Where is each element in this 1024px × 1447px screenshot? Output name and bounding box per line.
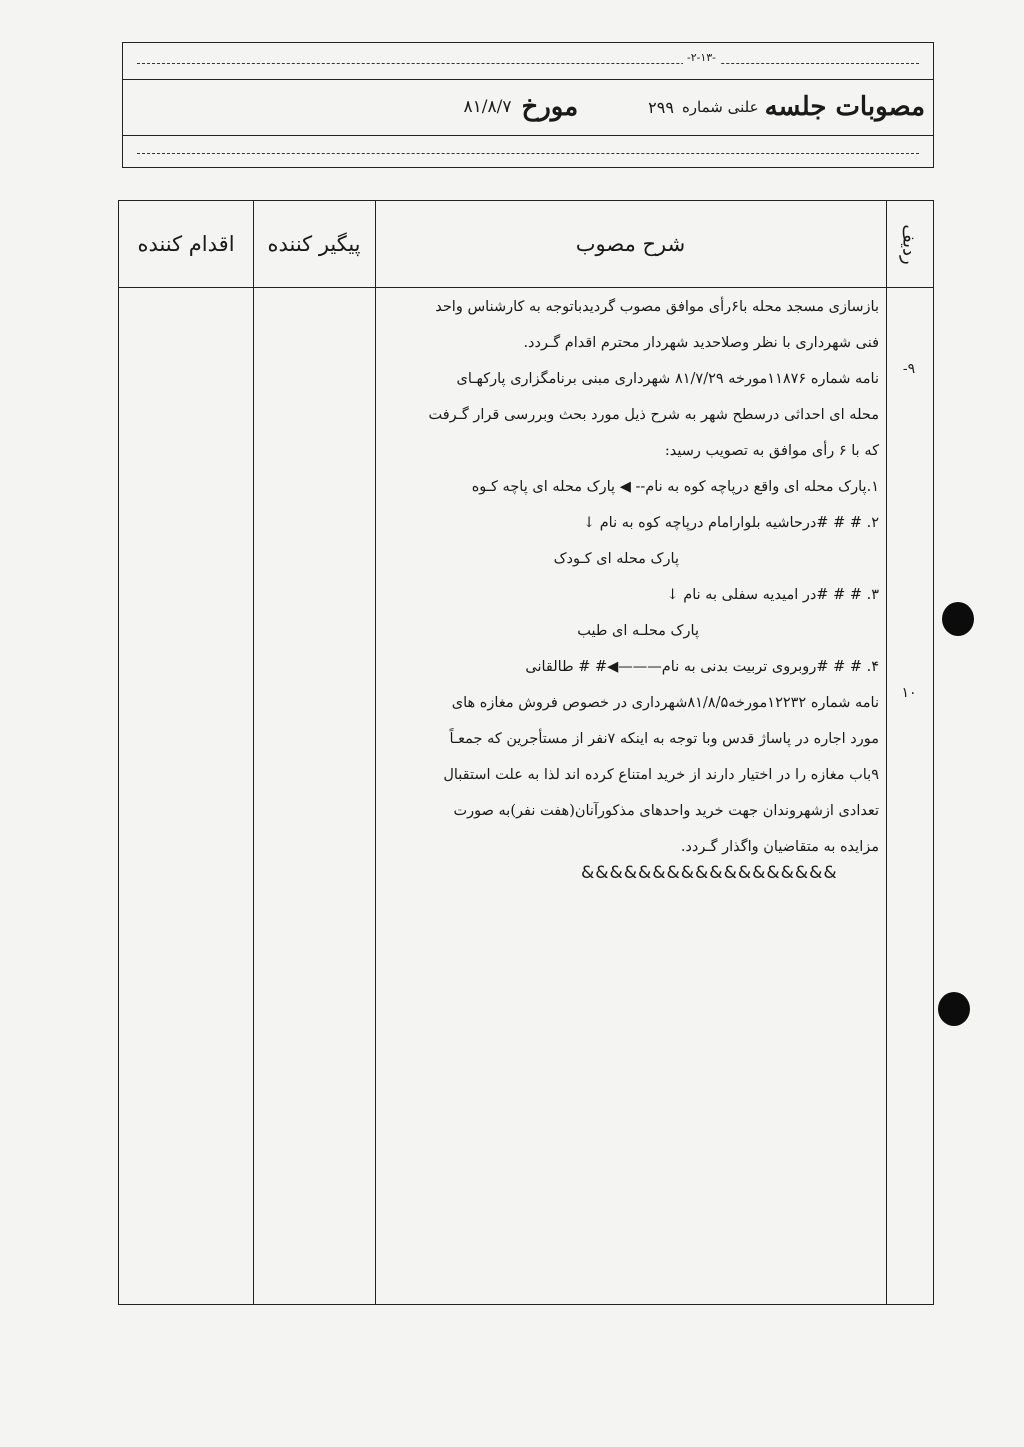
- header-description: شرح مصوب: [575, 232, 686, 256]
- header-actor: اقدام کننده: [137, 232, 235, 256]
- text-line: مزایده به متقاضیان واگذار گـردد.: [680, 839, 879, 855]
- page-title: مصوبات جلسه: [764, 92, 925, 122]
- text-line: پارک محلـه ای طیب: [577, 623, 699, 639]
- header-row-number: [885, 201, 933, 287]
- text-line: که با ۶ رأی موافق به تصویب رسید:: [664, 443, 879, 459]
- column-divider-2: [375, 201, 376, 1304]
- text-line: نامه شماره ۱۱۸۷۶مورخه ۸۱/۷/۲۹ شهرداری مبنی برنامگزاری پارکهـای: [456, 371, 879, 387]
- page-marker: -۲-۱۳-: [683, 51, 720, 64]
- text-line: نامه شماره ۱۲۲۳۲مورخه۸۱/۸/۵شهرداری در خصوص فروش مغازه های: [451, 695, 879, 711]
- dashed-rule-bottom: [137, 153, 919, 154]
- text-line: پارک محله ای کـودک: [553, 551, 679, 567]
- header-follower: پیگیر کننده: [267, 232, 361, 256]
- text-line: فنی شهرداری با نظر وصلاحدید شهردار محترم اقدام گـردد.: [523, 335, 879, 351]
- text-line: بازسازی مسجد محله با۶رأی موافق مصوب گردیدباتوجه به کارشناس واحد: [435, 299, 879, 315]
- dated-label: مورخ: [521, 92, 579, 122]
- punch-hole: [942, 602, 974, 636]
- header-row-divider: [119, 287, 933, 288]
- header-divider-2: [123, 135, 933, 136]
- page-subtitle: علنی شماره: [681, 98, 759, 116]
- description-text: [379, 289, 879, 865]
- text-line: محله ای احداثی درسطح شهر به شرح ذیل مورد بحث وبررسی قرار گـرفت: [428, 407, 879, 423]
- punch-hole: [938, 992, 970, 1026]
- text-line: ۳. # # #در امیدیه سفلی به نام ↓: [666, 587, 879, 603]
- session-number: ۲۹۹: [648, 97, 674, 117]
- text-line: ۴. # # #روبروی تربیت بدنی به نام———◀# # طالقانی: [525, 659, 879, 675]
- title-row: [123, 79, 933, 135]
- header-box: [122, 42, 934, 168]
- header-row-number-label: ردیف: [898, 223, 920, 265]
- row-number: ۹-: [902, 361, 916, 377]
- session-date: ۸۱/۸/۷: [463, 97, 512, 117]
- dashed-rule-top: [137, 63, 919, 64]
- text-line: ۱.پارک محله ای واقع درپاچه کوه به نام-- ◀ پارک محله ای پاچه کـوه: [471, 479, 879, 495]
- resolutions-table: [118, 200, 934, 1305]
- text-line: تعدادی ازشهروندان جهت خرید واحدهای مذکورآنان(هفت نفر)به صورت: [453, 803, 879, 819]
- column-divider-1: [253, 201, 254, 1304]
- text-line: ۲. # # #درحاشیه بلوارامام درپاچه کوه به نام ↓: [582, 515, 879, 531]
- text-line: مورد اجاره در پاساژ قدس وبا توجه به اینکه ۷نفر از مستأجرین که جمعـاً: [449, 731, 879, 747]
- row-number: ۱۰: [901, 685, 917, 701]
- end-mark: &&&&&&&&&&&&&&&&&&: [581, 863, 838, 883]
- text-line: ۹باب مغازه را در اختیار دارند از خرید امتناع کرده اند لذا به علت استقبال: [443, 767, 879, 783]
